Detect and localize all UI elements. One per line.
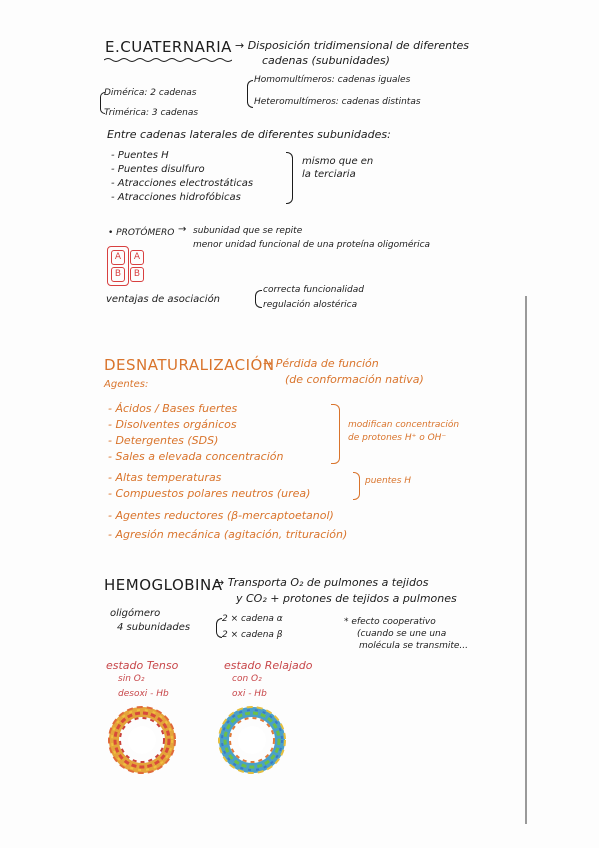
hemoglobin-tense-drawing (104, 702, 180, 778)
oligomero: oligómero (110, 608, 161, 619)
hb-def-2: y CO₂ + protones de tejidos a pulmones (236, 592, 457, 605)
brace (286, 152, 293, 204)
desnat-def-1: → Pérdida de función (263, 357, 379, 370)
subunit-a: A (130, 250, 144, 265)
efecto-cooperativo: * efecto cooperativo (344, 617, 436, 627)
cuaternaria-title: E.CUATERNARIA (105, 38, 232, 56)
margin-line (525, 296, 527, 824)
ventaja-1: correcta funcionalidad (263, 285, 364, 295)
brace (247, 80, 253, 108)
agent-item: - Sales a elevada concentración (108, 450, 284, 463)
estado-relajado-title: estado Relajado (224, 659, 313, 672)
agent-item: - Compuestos polares neutros (urea) (108, 487, 311, 500)
modifican-note-2: de protones H⁺ o OH⁻ (348, 433, 447, 443)
agentes-label: Agentes: (104, 379, 149, 390)
subunidades: 4 subunidades (117, 622, 191, 633)
puentes-h-note: puentes H (365, 476, 412, 486)
cuaternaria-definition-2: cadenas (subunidades) (262, 54, 390, 67)
agent-item: - Ácidos / Bases fuertes (108, 402, 238, 415)
agent-item: - Disolventes orgánicos (108, 418, 237, 431)
relajado-line-2: oxi - Hb (232, 689, 267, 699)
brace (331, 404, 340, 464)
cadena-alpha: 2 × cadena α (222, 614, 283, 624)
hemoglobina-title: HEMOGLOBINA (104, 576, 223, 594)
brace (255, 290, 262, 308)
bond-item: - Puentes H (111, 150, 169, 161)
trimerica: Trimérica: 3 cadenas (104, 108, 199, 118)
tenso-line-1: sin O₂ (118, 674, 145, 684)
mismo-que: mismo que en (302, 156, 374, 167)
protomero-def-2: menor unidad funcional de una proteína oligomérica (193, 240, 431, 250)
cuaternaria-definition: → Disposición tridimensional de diferentes (235, 39, 469, 52)
subunit-b: B (111, 267, 125, 282)
title-underline (104, 57, 232, 63)
ventaja-2: regulación alostérica (263, 300, 358, 310)
desnat-def-2: (de conformación nativa) (285, 373, 424, 386)
subunit-b: B (130, 267, 144, 282)
heteromultimeros: Heteromultímeros: cadenas distintas (254, 97, 421, 107)
dimerica: Dimérica: 2 cadenas (104, 88, 197, 98)
tenso-line-2: desoxi - Hb (118, 689, 169, 699)
entre-cadenas: Entre cadenas laterales de diferentes subunidades: (107, 128, 391, 141)
bond-item: - Atracciones hidrofóbicas (111, 192, 241, 203)
homomultimeros: Homomultímeros: cadenas iguales (254, 75, 411, 85)
agent-item: - Agentes reductores (β-mercaptoetanol) (108, 509, 334, 522)
modifican-note: modifican concentración (348, 420, 460, 430)
ventajas-label: ventajas de asociación (106, 294, 221, 305)
estado-tenso-title: estado Tenso (106, 659, 179, 672)
desnaturalizacion-title: DESNATURALIZACIÓN (104, 356, 275, 374)
agent-item: - Altas temperaturas (108, 471, 222, 484)
cadena-beta: 2 × cadena β (222, 630, 283, 640)
hemoglobin-relaxed-drawing (212, 702, 292, 778)
hb-def-1: → Transporta O₂ de pulmones a tejidos (215, 576, 429, 589)
bond-item: - Atracciones electrostáticas (111, 178, 254, 189)
efecto-cooperativo-3: molécula se transmite... (359, 641, 468, 651)
relajado-line-1: con O₂ (232, 674, 262, 684)
bond-item: - Puentes disulfuro (111, 164, 205, 175)
protomero-label: • PROTÓMERO (108, 228, 175, 238)
agent-item: - Agresión mecánica (agitación, trituración) (108, 528, 348, 541)
arrow-icon: → (178, 224, 187, 235)
efecto-cooperativo-2: (cuando se une una (357, 629, 447, 639)
brace (100, 92, 105, 114)
agent-item: - Detergentes (SDS) (108, 434, 219, 447)
mismo-que-2: la terciaria (302, 169, 356, 180)
subunit-a: A (111, 250, 125, 265)
protomero-def-1: subunidad que se repite (193, 226, 303, 236)
brace (353, 472, 360, 500)
